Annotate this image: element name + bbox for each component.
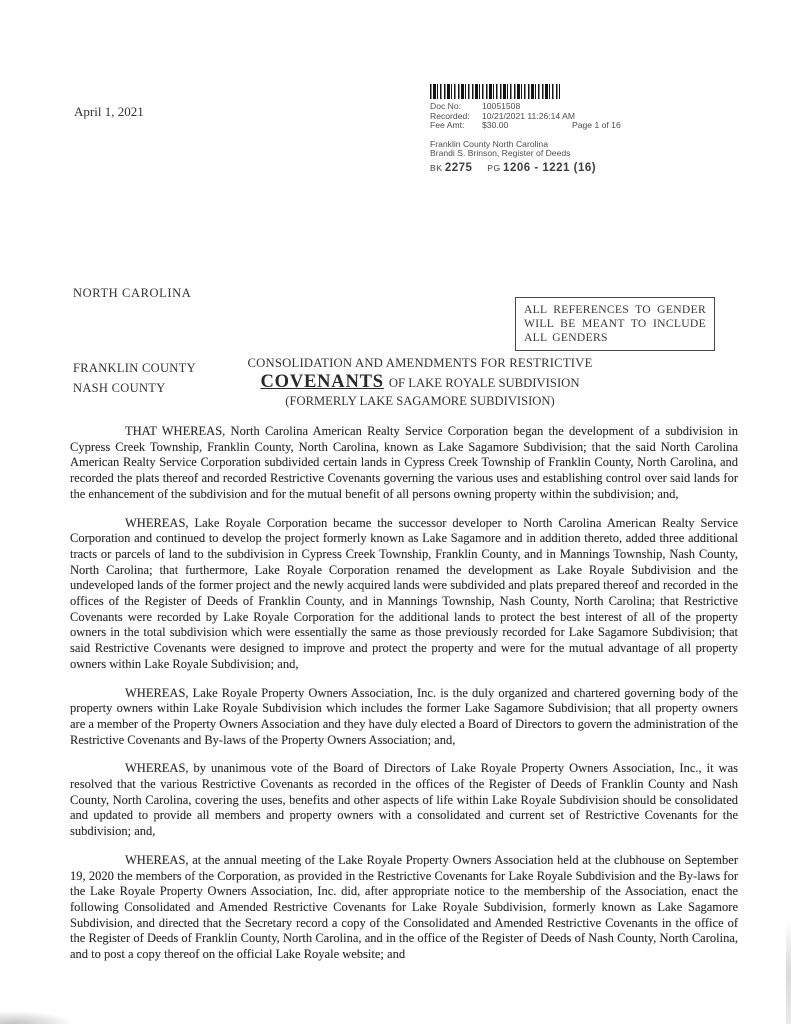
stamp-county-line: Franklin County North Carolina xyxy=(430,138,548,149)
page-label: PG xyxy=(487,162,501,173)
county-headings xyxy=(73,358,196,398)
title-covenants-word: COVENANTS xyxy=(260,372,384,392)
page-range-value: 1206 - 1221 (16) xyxy=(503,161,597,174)
state-heading: NORTH CAROLINA xyxy=(73,286,192,300)
paragraph-whereas-4: WHEREAS, by unanimous vote of the Board of Directors of Lake Royale Property Owners Association, Inc., it was resolved that the various Restrictive Covenants as recorded in the offices of the Register of Deeds of Franklin County and Nash County, North Carolina, covering the uses, benefits and other aspects of life within Lake Royale Subdivision should be consolidated and updated to provide all members and property owners with a consolidated and current set of Restrictive Covenants for the subdivision; and, xyxy=(70,761,738,839)
paragraph-whereas-1: THAT WHEREAS, North Carolina American Realty Service Corporation began the development of a subdivision in Cypress Creek Township, Franklin County, North Carolina, known as Lake Sagamore Subdivision; that the said North Carolina American Realty Service Corporation subdivided certain lands in Cypress Creek Township of Franklin County, North Carolina, and recorded the plats thereof and recorded Restrictive Covenants governing the various uses and establishing control over said lands for the enhancement of the subdivision and for the mutual benefit of all persons owning property within the subdivision; and, xyxy=(70,424,738,501)
document-title xyxy=(186,356,654,409)
recording-stamp xyxy=(430,84,648,174)
county-franklin: FRANKLIN COUNTY xyxy=(73,361,196,375)
scan-smudge-bottom-left xyxy=(0,1012,70,1024)
book-value: 2275 xyxy=(444,161,473,174)
doc-no-label: Doc No: xyxy=(430,101,462,111)
title-line2-rest: OF LAKE ROYALE SUBDIVISION xyxy=(388,376,580,390)
doc-no-value: 10051508 xyxy=(482,101,521,111)
paragraph-whereas-2: WHEREAS, Lake Royale Corporation became the successor developer to North Carolina American Realty Service Corporation and continued to develop the project formerly known as Lake Sagamore and in addition thereto, added three additional tracts or parcels of land to the subdivision in Cypress Creek Township, Franklin County, and in Mannings Township, Nash County, North Carolina; that furthermore, Lake Royale Corporation renamed the development as Lake Royale Subdivision and the undeveloped lands of the former project and the newly acquired lands were subdivided and plats prepared thereof and recorded in the offices of the Register of Deeds of Franklin County, and in Mannings Township, Nash County, North Carolina; that Restrictive Covenants were recorded by Lake Royale Corporation for the additional lands to protect the best interest of all of the property owners in the total subdivision which were essentially the same as those previously recorded for Lake Sagamore Subdivision; that said Restrictive Covenants were designed to improve and protect the property and were for the mutual advantage of all property owners within Lake Royale Subdivision; and, xyxy=(70,515,738,671)
county-nash: NASH COUNTY xyxy=(73,381,166,395)
book-page-line xyxy=(430,161,648,174)
fee-value: $30.00 xyxy=(482,120,509,131)
stamp-register-line: Brandi S. Brinson, Register of Deeds xyxy=(430,148,571,159)
gender-notice-box: ALL REFERENCES TO GENDER WILL BE MEANT TO INCLUDE ALL GENDERS xyxy=(515,297,715,351)
recorded-value: 10/21/2021 11:26:14 AM xyxy=(482,110,576,121)
scan-smudge-right-edge xyxy=(786,920,791,1024)
stamp-fee-row xyxy=(430,121,648,131)
recorded-label: Recorded: xyxy=(430,110,470,121)
title-former-name: (FORMERLY LAKE SAGAMORE SUBDIVISION) xyxy=(285,394,555,408)
title-line1: CONSOLIDATION AND AMENDMENTS FOR RESTRICTIVE xyxy=(247,356,593,370)
paragraph-whereas-3: WHEREAS, Lake Royale Property Owners Association, Inc. is the duly organized and chartered governing body of the property owners within Lake Royale Subdivision which includes the former Lake Sagamore Subdivision; that all property owners are a member of the Property Owners Association and they have duly elected a Board of Directors to govern the administration of the Restrictive Covenants and By-laws of the Property Owners Association; and, xyxy=(70,685,738,747)
fee-label: Fee Amt: xyxy=(430,120,465,131)
barcode-icon xyxy=(430,84,560,99)
paragraph-whereas-5: WHEREAS, at the annual meeting of the Lake Royale Property Owners Association held at the clubhouse on September 19, 2020 the members of the Corporation, as provided in the Restrictive Covenants for Lake Royale Subdivision and the By-laws for the Lake Royale Property Owners Association, Inc. did, after appropriate notice to the membership of the Association, enact the following Consolidated and Amended Restrictive Covenants for Lake Royale Subdivision, formerly known as Lake Sagamore Subdivision, and directed that the Secretary record a copy of the Consolidated and Amended Restrictive Covenants in the office of the Register of Deeds of Franklin County, North Carolina, and in the office of the Register of Deeds of Nash County, North Carolina, and to post a copy thereof on the official Lake Royale website; and xyxy=(70,852,738,962)
book-label: BK xyxy=(430,162,443,173)
document-body xyxy=(70,424,738,976)
page-info: Page 1 of 16 xyxy=(572,120,621,131)
title-line2 xyxy=(186,372,654,393)
document-date: April 1, 2021 xyxy=(74,104,144,119)
